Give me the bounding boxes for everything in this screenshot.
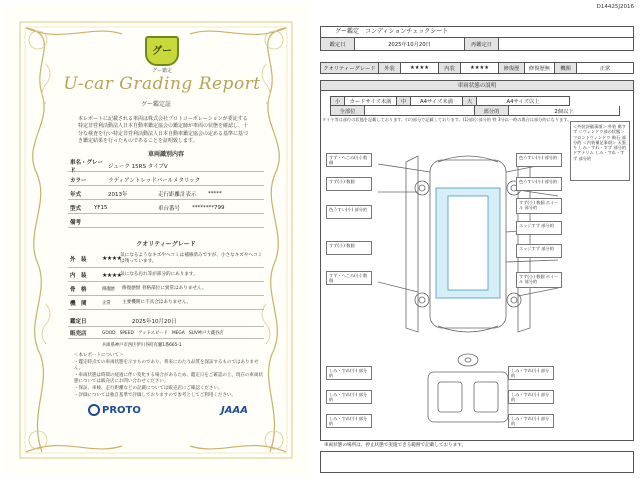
quality-grade-label: クオリティーグレード xyxy=(321,63,379,73)
sheet-remarks-area xyxy=(320,451,634,473)
interior-label: 内装 xyxy=(439,63,461,73)
frame-number-label: 車台番号 xyxy=(158,205,181,212)
quality-text: 修復歴無 骨格部位に異常はありません。 xyxy=(122,286,207,291)
note-line: ・評価については独自基準で評価しておりますので参考としてご利用ください。 xyxy=(74,392,236,398)
quality-row-exterior xyxy=(68,250,264,268)
interior-callout: しみ・すれ(小) 部分的 xyxy=(326,414,372,428)
engine-value: 正常 xyxy=(599,66,611,72)
extent-partial-value: 2個以上 xyxy=(554,108,574,115)
quality-row-frame xyxy=(68,283,264,296)
interior-callout: しみ・すれ(小) 部分的 xyxy=(326,366,372,380)
remarks-box: ＜外装評価事項＞ 外装 傷すず ＜ウィンドウ部の状態＞ フロントウィンドウ 飛石 部分的 ＜内装補足事項＞ 天張り しみ・すれ・すず 部分的 ドアトリム しみ・すれ・すず 部分的 xyxy=(570,121,630,181)
date-value: 2025年10月20日 xyxy=(355,38,465,50)
note-line: ＜本レポートについて＞ xyxy=(74,353,124,358)
shop-label: 販売店 xyxy=(70,331,87,337)
damage-callout: 色うすい(小) 部分的 xyxy=(326,205,372,219)
repair-label: 修復歴 xyxy=(499,63,525,73)
shop-row xyxy=(68,328,264,339)
interior-callout: しみ・すれ(小) 部分的 xyxy=(508,414,554,428)
inspection-date-label: 鑑定日 xyxy=(70,319,87,325)
sheet-title: グー鑑定 コンディションチェックシート xyxy=(320,26,634,38)
extent-legend-row xyxy=(330,106,620,116)
quality-text: 気になるようなキズやヘコミは補修済みですが、小さなキズやヘコミは残っています。 xyxy=(120,252,263,264)
type-row xyxy=(68,202,264,214)
damage-callout: すず・へこみ(小) 数個 xyxy=(326,153,372,167)
grade-row xyxy=(320,62,634,74)
exterior-stars: ★★★★ xyxy=(401,63,439,73)
quality-stars: ★★★★ xyxy=(102,271,122,279)
damage-callout: すず(小) 数個 xyxy=(326,177,372,191)
interior-callout: しみ・すれ(小) 部分的 xyxy=(508,390,554,404)
vehicle-section-heading: 車両識別内容 xyxy=(147,151,184,158)
quality-text: 気になる汚れ等が部分的にあります。 xyxy=(120,272,198,277)
quality-label: 内 装 xyxy=(70,273,87,279)
mileage-value: ***** xyxy=(208,190,222,197)
damage-callout: すず・へこみ(小) 数個 xyxy=(326,271,372,285)
engine-label: 機関 xyxy=(555,63,577,73)
proto-ring-icon xyxy=(88,404,100,416)
color-row xyxy=(68,174,264,186)
year-row xyxy=(68,188,264,200)
interior-callout: しみ・すれ(小) 部分的 xyxy=(326,390,372,404)
condition-description-heading: 車両状態の説明 xyxy=(320,80,634,91)
goo-logo-badge xyxy=(145,36,179,66)
condition-check-sheet xyxy=(318,4,638,474)
note-line: ・鑑定時点での車両状態を示すものであり、将来にわたり品質を保証するものではありません。 xyxy=(74,359,259,372)
legend-note: タイヤ等は部位の状態を記載しております。(ロ)部分で記載しております。(1)部位:部分的 特 3分以一時の場合は部分的になります。 xyxy=(322,117,572,122)
quality-row-interior xyxy=(68,269,264,282)
quality-label: 骨 格 xyxy=(70,287,87,293)
certificate-notes xyxy=(74,353,264,399)
certificate-subtitle: グー鑑定証 xyxy=(140,101,171,108)
damage-callout: すず(小) 数個 ホイール 部分的 xyxy=(516,198,562,214)
color-label: カラー xyxy=(70,177,87,184)
certificate-title: U-car Grading Report xyxy=(63,74,261,94)
damage-callout: エッジすず 部分的 xyxy=(516,221,562,235)
size-small: 小 xyxy=(331,97,345,105)
date-row xyxy=(320,38,634,51)
model-label: 車名・グレード xyxy=(70,159,104,174)
sheet-footnote: 車両状態の場所は、停止状態で実施できる範囲で記載しております。 xyxy=(324,443,467,448)
damage-callout: エッジすず 部分的 xyxy=(516,244,562,258)
repair-value: 修復歴無 xyxy=(525,63,555,73)
certificate-intro: 本レポートに記載される車両は株式会社プロトコーポレーションが委託する特定非営利活動法人日本自動車鑑定協会の鑑定師が車両の状態を確認し、十分な検査を行い特定非営利活動法人日本自動車鑑定協会の定める基準に基づき鑑定結果を行ったものであることを証明致します。 xyxy=(78,116,249,144)
note-line: ・車両状態は時間の経過に伴い変化する場合があるため、鑑定日をご確認の上、現在の車両状態については販売店にお問い合わせください。 xyxy=(74,372,263,385)
type-label: 型式 xyxy=(70,205,82,212)
model-row xyxy=(68,160,264,172)
color-value: ラディアントレッドパールメタリック xyxy=(108,177,201,184)
frame-number-value: ********799 xyxy=(192,204,225,211)
re-inspection-value xyxy=(499,38,633,50)
shop-address-row xyxy=(68,340,264,350)
proto-logo xyxy=(88,404,141,416)
jaaa-logo: JAAA xyxy=(221,404,248,416)
proto-logo-text: PROTO xyxy=(102,404,141,416)
date-label: 鑑定日 xyxy=(321,38,355,50)
size-large-desc: A4サイズ以上 xyxy=(506,99,540,105)
quality-label: 外 装 xyxy=(70,256,87,263)
footer-logos xyxy=(88,400,248,420)
goo-logo-mark: グー xyxy=(152,45,172,57)
extent-partial: 部分的 xyxy=(475,106,509,115)
damage-callout: すず(小) 数個 ホイール 部分的 xyxy=(516,272,562,288)
grading-certificate xyxy=(2,4,310,476)
note-line: ・保証、車検、走行距離などの記載については販売店にご確認ください。 xyxy=(74,385,223,391)
sheet-id: D14425J2016 xyxy=(596,4,634,10)
goo-logo-caption: グー鑑定 xyxy=(151,68,172,74)
notes-label: 備考 xyxy=(70,219,82,226)
quality-label: 機 関 xyxy=(70,301,87,307)
size-medium: 中 xyxy=(397,97,411,105)
exterior-label: 外装 xyxy=(379,63,401,73)
quality-section-heading: クオリティーグレード xyxy=(136,241,196,248)
inspection-date-value: 2025年10月20日 xyxy=(132,319,177,325)
re-inspection-label: 再鑑定日 xyxy=(465,38,499,50)
interior-callout: しみ・すれ(小) 部分的 xyxy=(508,366,554,380)
size-medium-desc: A4サイズ未満 xyxy=(411,97,463,105)
year-value: 2013年 xyxy=(108,191,128,198)
inspection-date-row xyxy=(68,316,264,327)
notes-row xyxy=(68,216,264,228)
mileage-label: 走行距離計表示 xyxy=(158,191,197,198)
quality-stars: 修復歴 xyxy=(102,287,115,292)
size-small-desc: カードサイズ未満 xyxy=(345,97,397,105)
interior-stars: ★★★★ xyxy=(461,63,499,73)
shop-value: GOOD SPEED グッドスピード MEGA SUV神戸大蔵谷店 xyxy=(102,331,224,336)
year-label: 年式 xyxy=(70,191,82,198)
size-large: 大 xyxy=(463,97,477,105)
damage-callout: すず(小) 数個 xyxy=(326,241,372,255)
extent-all-value xyxy=(365,106,475,115)
damage-callout: 色うすい(小) 部分的 xyxy=(516,153,562,167)
extent-all: 全部位 xyxy=(331,106,365,115)
quality-stars: ★★★★ xyxy=(102,255,122,262)
quality-row-engine xyxy=(68,297,264,310)
model-value: ジューク 15RS タイプV xyxy=(108,163,168,170)
quality-text: 主要機関に不具合はありません。 xyxy=(122,300,192,305)
type-value: YF15 xyxy=(94,204,108,211)
shop-address: 兵庫県神戸市西区伊川谷町有瀬1番665-1 xyxy=(102,343,182,348)
damage-callout: 色うすい(小) 部分的 xyxy=(516,177,562,191)
size-legend-row xyxy=(330,96,570,106)
quality-stars: 正常 xyxy=(102,301,111,306)
